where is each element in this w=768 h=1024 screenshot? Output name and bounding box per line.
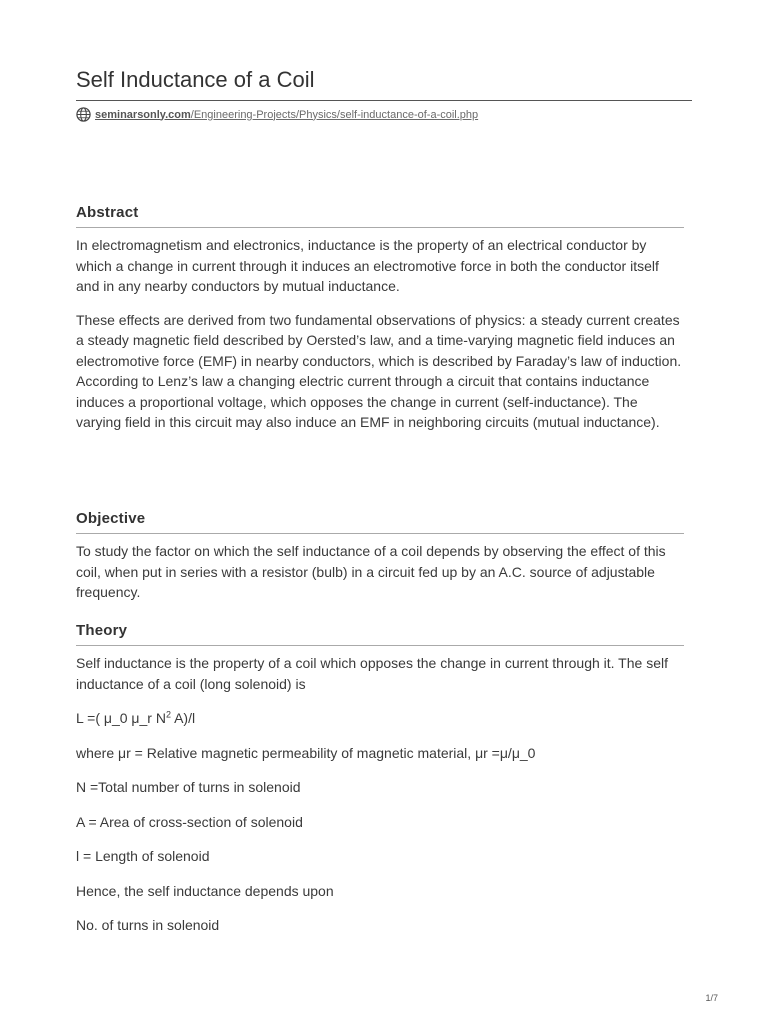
theory-intro: Self inductance is the property of a coil which opposes the change in current through it. The self inductance of a coil (long solenoid) is bbox=[76, 655, 668, 692]
theory-line-depends: Hence, the self inductance depends upon bbox=[76, 882, 334, 899]
objective-section bbox=[76, 510, 684, 603]
source-path[interactable]: /Engineering-Projects/Physics/self-inductance-of-a-coil.php bbox=[190, 108, 479, 121]
theory-line-area: A = Area of cross-section of solenoid bbox=[76, 813, 303, 830]
title-divider bbox=[76, 100, 692, 101]
theory-line-length: l = Length of solenoid bbox=[76, 848, 210, 864]
inductance-formula: L =( μ_0 μ_r $N^2$ A)/l bbox=[76, 709, 196, 726]
abstract-section bbox=[76, 204, 684, 433]
theory-line-turns: N =Total number of turns in solenoid bbox=[76, 779, 301, 795]
source-link[interactable] bbox=[76, 107, 478, 122]
theory-heading: Theory bbox=[76, 622, 128, 639]
objective-paragraph: To study the factor on which the self inductance of a coil depends by observing the effect of this coil, when put in series with a resistor (bulb) in a circuit fed up by an A.C. source of adjustable frequency. bbox=[76, 543, 666, 600]
source-host[interactable]: seminarsonly.com bbox=[95, 108, 191, 121]
objective-heading: Objective bbox=[76, 510, 146, 527]
objective-divider bbox=[76, 533, 684, 534]
globe-icon bbox=[76, 107, 91, 122]
abstract-paragraph-2: These effects are derived from two fundamental observations of physics: a steady current creates a steady magnetic field described by Oersted’s law, and a time-varying magnetic field induces an electromotive force (EMF) in nearby conductors, which is described by Faraday’s law of induction. According to Lenz’s law a changing electric current through a circuit that contains inductance induces a proportional voltage, which opposes the change in current (self-inductance). The varying field in this circuit may also induce an EMF in neighboring circuits (mutual inductance). bbox=[76, 311, 682, 430]
page-title: Self Inductance of a Coil bbox=[76, 67, 315, 92]
abstract-paragraph-1: In electromagnetism and electronics, inductance is the property of an electrical conductor by which a change in current through it induces an electromotive force in both the conductor itself and in any nearby conductors by mutual inductance. bbox=[76, 237, 659, 294]
theory-divider bbox=[76, 645, 684, 646]
page-number: 1/7 bbox=[705, 993, 718, 1003]
abstract-heading: Abstract bbox=[76, 204, 139, 221]
theory-line-no-turns: No. of turns in solenoid bbox=[76, 917, 220, 933]
theory-line-permeability: where μr = Relative magnetic permeability of magnetic material, μr =μ/μ_0 bbox=[76, 744, 536, 761]
abstract-divider bbox=[76, 227, 684, 228]
theory-section bbox=[76, 622, 684, 936]
